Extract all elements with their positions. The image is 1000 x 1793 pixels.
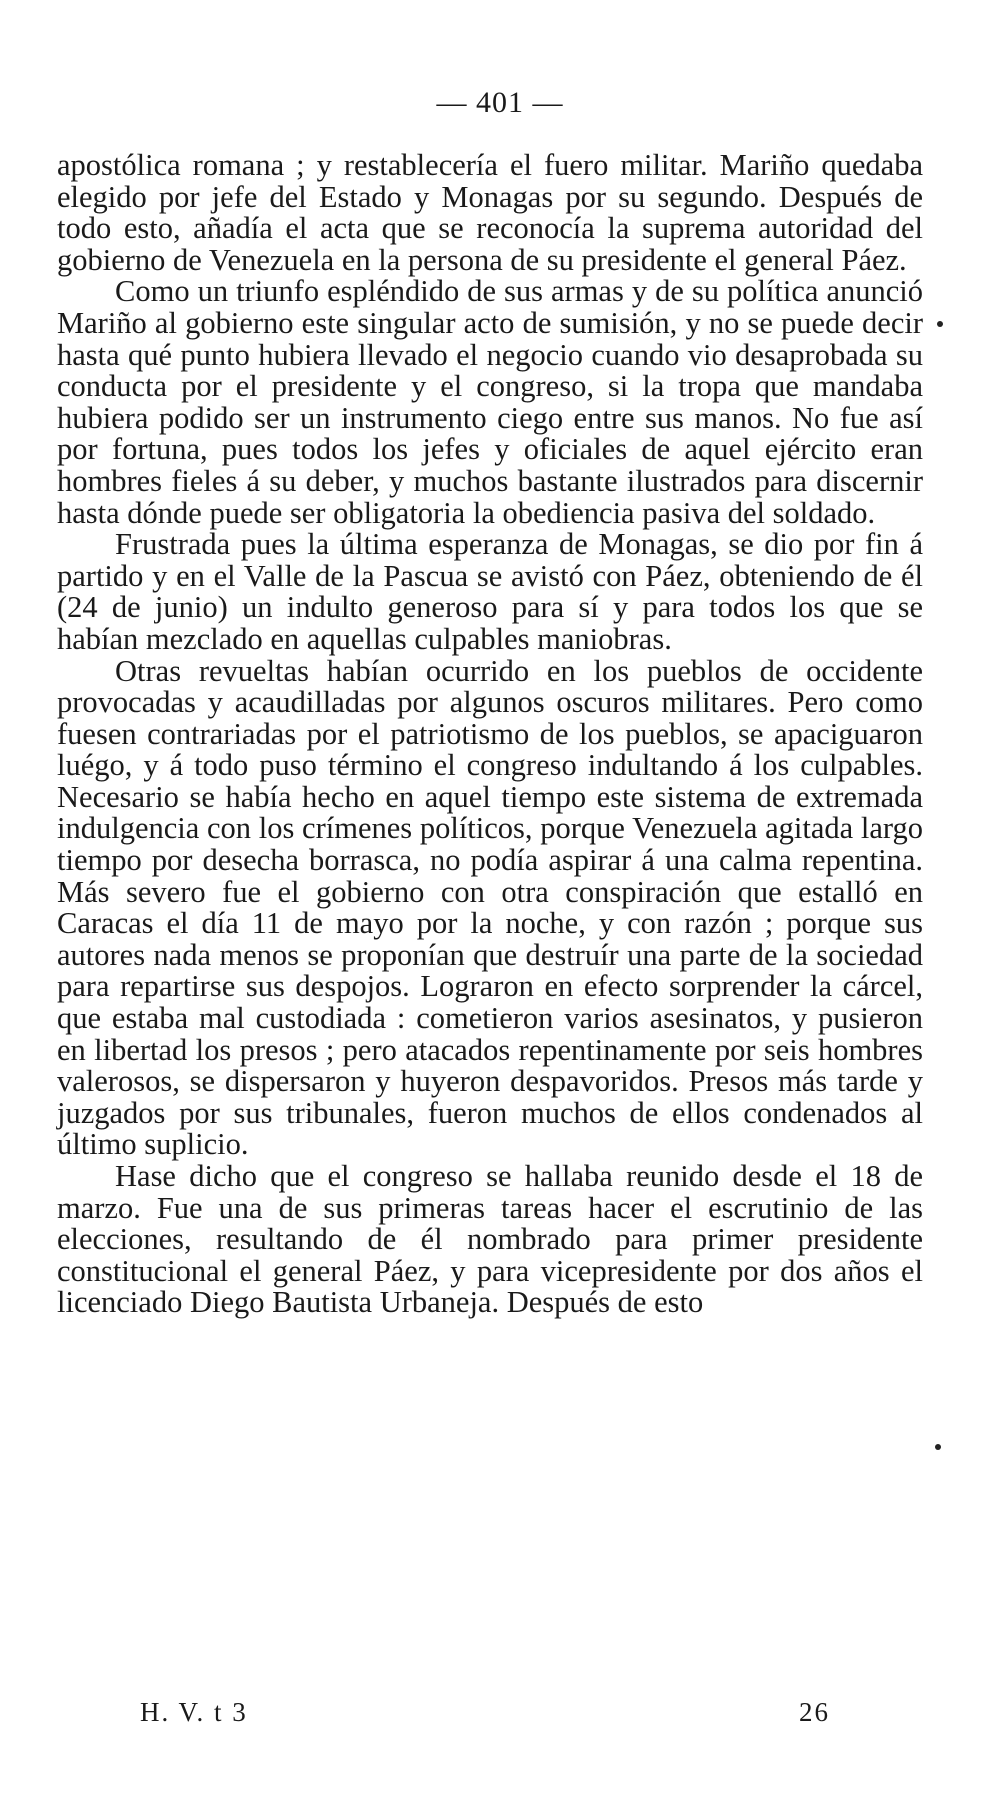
body-text [57,150,923,1319]
ink-speck [935,1444,941,1450]
page-number: — 401 — [436,86,564,119]
paragraph-5: Hase dicho que el congreso se hallaba reunido desde el 18 de marzo. Fue una de sus primeras tareas hacer el escrutinio de las elecciones, resultando de él nombrado para primer presidente constitucional el general Páez, y para vicepresidente por dos años el licenciado Diego Bautista Urbaneja. Después de esto [57,1159,923,1320]
paragraph-1: apostólica romana ; y restablecería el fuero militar. Mariño quedaba elegido por jefe del Estado y Monagas por su segundo. Después de todo esto, añadía el acta que se reconocía la suprema autoridad del gobierno de Venezuela en la persona de su presidente el general Páez. [57,148,923,277]
sheet-number: 26 [799,1697,830,1727]
printer-signature: H. V. t 3 [140,1697,248,1727]
page-footer [140,1697,830,1733]
paragraph-4: Otras revueltas habían ocurrido en los pueblos de occidente provocadas y acaudilladas por algunos oscuros militares. Pero como fuesen contrariadas por el patriotismo de los pueblos, se apaciguaron luégo, y á todo puso término el congreso indultando á los culpables. Necesario se había hecho en aquel tiempo este sistema de extremada indulgencia con los crímenes políticos, porque Venezuela agitada largo tiempo por desecha borrasca, no podía aspirar á una calma repentina. Más severo fue el gobierno con otra conspiración que estalló en Caracas el día 11 de mayo por la noche, y con razón ; porque sus autores nada menos se proponían que destruír una parte de la sociedad para repartirse sus despojos. Lograron en efecto sorprender la cárcel, que estaba mal custodiada : cometieron varios asesinatos, y pusieron en libertad los presos ; pero atacados repentinamente por seis hombres valerosos, se dispersaron y huyeron despavoridos. Presos más tarde y juzgados por sus tribunales, fueron muchos de ellos condenados al último suplicio. [57,653,923,1162]
ink-speck [937,321,943,327]
paragraph-2: Como un triunfo espléndido de sus armas y de su política anunció Mariño al gobierno este singular acto de sumisión, y no se puede decir hasta qué punto hubiera llevado el negocio cuando vio desaprobada su conducta por el presidente y el congreso, si la tropa que mandaba hubiera podido ser un instrumento ciego entre sus manos. No fue así por fortuna, pues todos los jefes y oficiales de aquel ejército eran hombres fieles á su deber, y muchos bastante ilustrados para discernir hasta dónde puede ser obligatoria la obediencia pasiva del soldado. [57,274,923,530]
paragraph-3: Frustrada pues la última esperanza de Monagas, se dio por fin á partido y en el Valle de la Pascua se avistó con Páez, obteniendo de él (24 de junio) un indulto generoso para sí y para todos los que se habían mezclado en aquellas culpables maniobras. [57,527,923,656]
